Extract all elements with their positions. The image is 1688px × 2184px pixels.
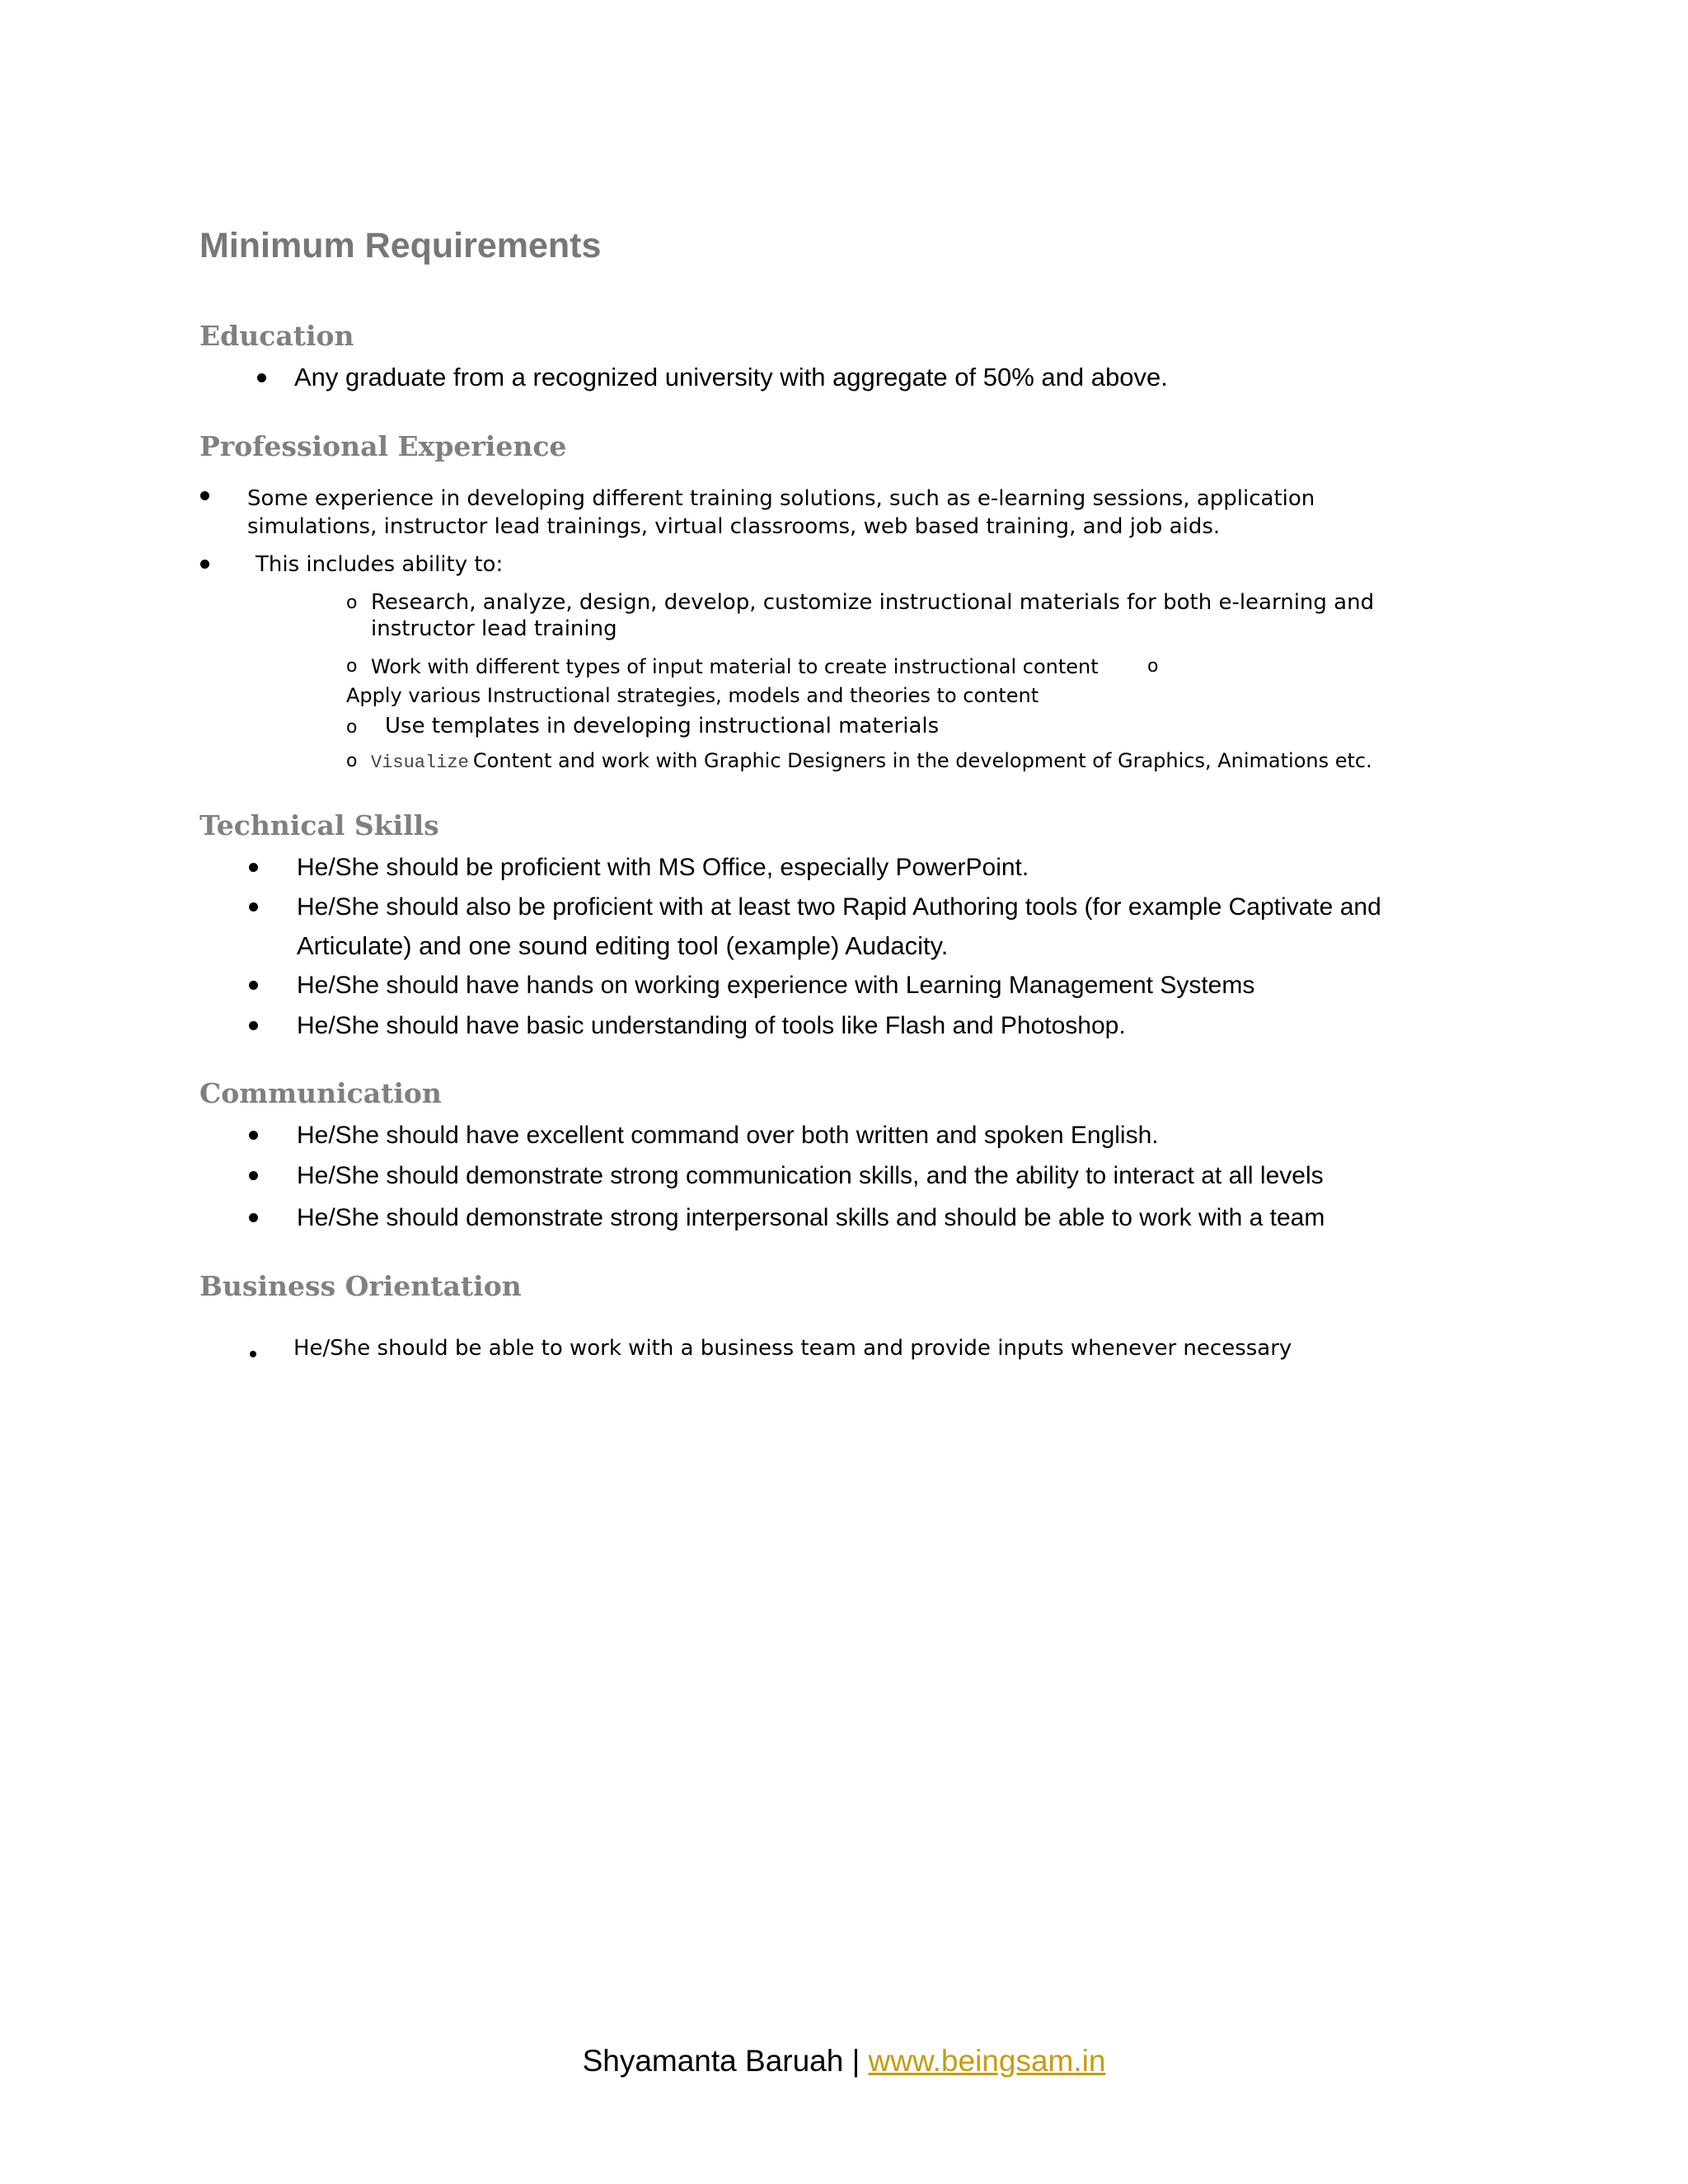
technical-item-3: He/She should have hands on working experience with Learning Management Systems bbox=[297, 972, 1255, 999]
sub-item-1-line-2: instructor lead training bbox=[371, 616, 617, 641]
technical-item-4: He/She should have basic understanding of tools like Flash and Photoshop. bbox=[297, 1012, 1126, 1039]
business-heading: Business Orientation bbox=[199, 1270, 522, 1302]
circle-bullet: o bbox=[346, 751, 358, 771]
professional-item-1-line-2: simulations, instructor lead trainings, virtual classrooms, web based training, and job aids. bbox=[247, 514, 1221, 539]
sub-item-2-line-2: Apply various Instructional strategies, models and theories to content bbox=[346, 684, 1039, 707]
sub-item-4-mono: Visualize bbox=[371, 752, 469, 773]
bullet bbox=[200, 560, 209, 569]
professional-item-2: This includes ability to: bbox=[256, 552, 504, 577]
sub-item-2-line-1: Work with different types of input material to create instructional content bbox=[371, 655, 1099, 678]
footer bbox=[0, 2044, 1688, 2079]
bullet bbox=[249, 902, 258, 912]
education-item: Any graduate from a recognized university with aggregate of 50% and above. bbox=[294, 363, 1168, 391]
education-heading: Education bbox=[199, 320, 354, 352]
bullet bbox=[249, 1021, 258, 1030]
sub-item-1-line-1: Research, analyze, design, develop, customize instructional materials for both e-learning and bbox=[371, 590, 1375, 615]
circle-bullet: o bbox=[346, 593, 358, 613]
circle-bullet: o bbox=[346, 656, 358, 677]
bullet bbox=[249, 863, 258, 872]
bullet bbox=[257, 373, 266, 382]
technical-item-2-line-2: Articulate) and one sound editing tool (example) Audacity. bbox=[297, 931, 949, 960]
bullet bbox=[249, 1131, 258, 1140]
bullet bbox=[249, 1171, 258, 1180]
bullet bbox=[250, 1351, 256, 1357]
communication-heading: Communication bbox=[199, 1077, 442, 1109]
footer-link[interactable]: www.beingsam.in bbox=[868, 2044, 1106, 2078]
technical-heading: Technical Skills bbox=[199, 809, 439, 841]
footer-separator: | bbox=[851, 2044, 860, 2078]
sub-item-4-text: Content and work with Graphic Designers in the development of Graphics, Animations etc. bbox=[472, 749, 1372, 772]
professional-heading: Professional Experience bbox=[199, 430, 567, 462]
circle-bullet: o bbox=[346, 717, 358, 738]
professional-item-1-line-1: Some experience in developing different training solutions, such as e-learning sessions, application bbox=[247, 486, 1315, 511]
technical-item-1: He/She should be proficient with MS Office, especially PowerPoint. bbox=[297, 854, 1029, 881]
circle-bullet: o bbox=[1147, 656, 1159, 677]
sub-item-4 bbox=[371, 747, 1372, 777]
bullet bbox=[249, 1213, 258, 1222]
footer-author: Shyamanta Baruah bbox=[582, 2044, 844, 2078]
communication-item-3: He/She should demonstrate strong interpersonal skills and should be able to work with a team bbox=[297, 1204, 1325, 1231]
communication-item-2: He/She should demonstrate strong communication skills, and the ability to interact at all levels bbox=[297, 1162, 1324, 1189]
business-item-1: He/She should be able to work with a business team and provide inputs whenever necessary bbox=[293, 1336, 1292, 1361]
page-title: Minimum Requirements bbox=[199, 226, 602, 265]
communication-item-1: He/She should have excellent command over both written and spoken English. bbox=[297, 1122, 1159, 1149]
sub-item-3: Use templates in developing instructional materials bbox=[385, 714, 940, 738]
technical-item-2-line-1: He/She should also be proficient with at least two Rapid Authoring tools (for example Captivate and bbox=[297, 893, 1381, 921]
bullet bbox=[200, 491, 209, 500]
bullet bbox=[249, 981, 258, 990]
